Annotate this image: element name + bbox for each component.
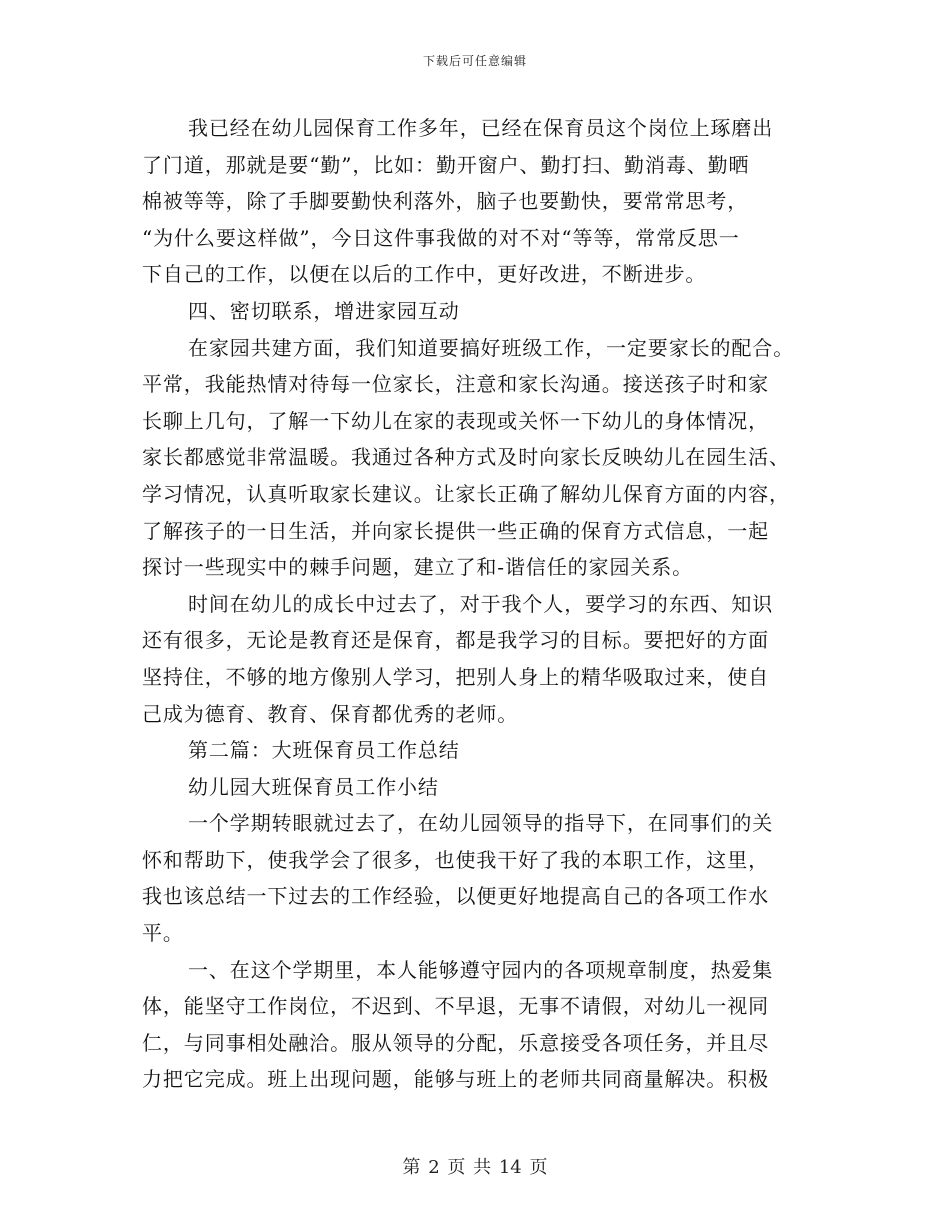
body-line: 长聊上几句，了解一下幼儿在家的表现或关怀一下幼儿的身体情况，	[142, 408, 769, 433]
chapter-heading: 第二篇：大班保育员工作总结	[188, 738, 460, 763]
body-line: 一、在这个学期里，本人能够遵守园内的各项规章制度，热爱集	[188, 957, 774, 982]
body-line: 平常，我能热情对待每一位家长，注意和家长沟通。接送孩子时和家	[142, 372, 769, 397]
body-line: 力把它完成。班上出现问题，能够与班上的老师共同商量解决。积极	[142, 1067, 769, 1092]
body-line: “为什么要这样做”，今日这件事我做的对不对“等等，常常反思一	[142, 225, 740, 250]
body-line: 一个学期转眼就过去了，在幼儿园领导的指导下，在同事们的关	[188, 811, 774, 836]
body-line: 时间在幼儿的成长中过去了，对于我个人，要学习的东西、知识	[188, 591, 774, 616]
body-line: 探讨一些现实中的棘手问题，建立了和-谐信任的家园关系。	[142, 555, 694, 580]
body-line: 下自己的工作，以便在以后的工作中，更好改进，不断进步。	[142, 262, 707, 287]
body-line: 坚持住，不够的地方像别人学习，把别人身上的精华吸取过来，使自	[142, 664, 769, 689]
body-line: 仁，与同事相处融洽。服从领导的分配，乐意接受各项任务，并且尽	[142, 1030, 769, 1055]
body-line: 在家园共建方面，我们知道要搞好班级工作，一定要家长的配合。	[188, 335, 795, 360]
body-line: 我已经在幼儿园保育工作多年，已经在保育员这个岗位上琢磨出	[188, 116, 774, 140]
body-line: 怀和帮助下，使我学会了很多，也使我干好了我的本职工作，这里，	[142, 847, 769, 872]
body-line: 棉被等等，除了手脚要勤快利落外，脑子也要勤快，要常常思考，	[142, 189, 749, 214]
body-line: 平。	[142, 921, 184, 946]
body-line: 家长都感觉非常温暖。我通过各种方式及时向家长反映幼儿在园生活、	[142, 445, 790, 470]
document-body	[142, 110, 812, 1098]
body-line: 了门道，那就是要“勤”，比如：勤开窗户、勤打扫、勤消毒、勤晒	[142, 152, 750, 177]
section-heading: 四、密切联系，增进家园互动	[188, 298, 460, 323]
body-line: 学习情况，认真听取家长建议。让家长正确了解幼儿保育方面的内容，	[142, 481, 790, 506]
body-line: 我也该总结一下过去的工作经验，以便更好地提高自己的各项工作水	[142, 884, 769, 909]
body-line: 己成为德育、教育、保育都优秀的老师。	[142, 701, 519, 726]
body-line: 体，能坚守工作岗位，不迟到、不早退，无事不请假，对幼儿一视同	[142, 994, 769, 1019]
body-line: 了解孩子的一日生活，并向家长提供一些正确的保育方式信息，一起	[142, 518, 769, 543]
page-header: 下载后可任意编辑	[422, 54, 527, 68]
subtitle: 幼儿园大班保育员工作小结	[188, 774, 439, 799]
page-number-footer: 第 2 页 共 14 页	[402, 1157, 548, 1178]
body-line: 还有很多，无论是教育还是保育，都是我学习的目标。要把好的方面	[142, 628, 769, 653]
